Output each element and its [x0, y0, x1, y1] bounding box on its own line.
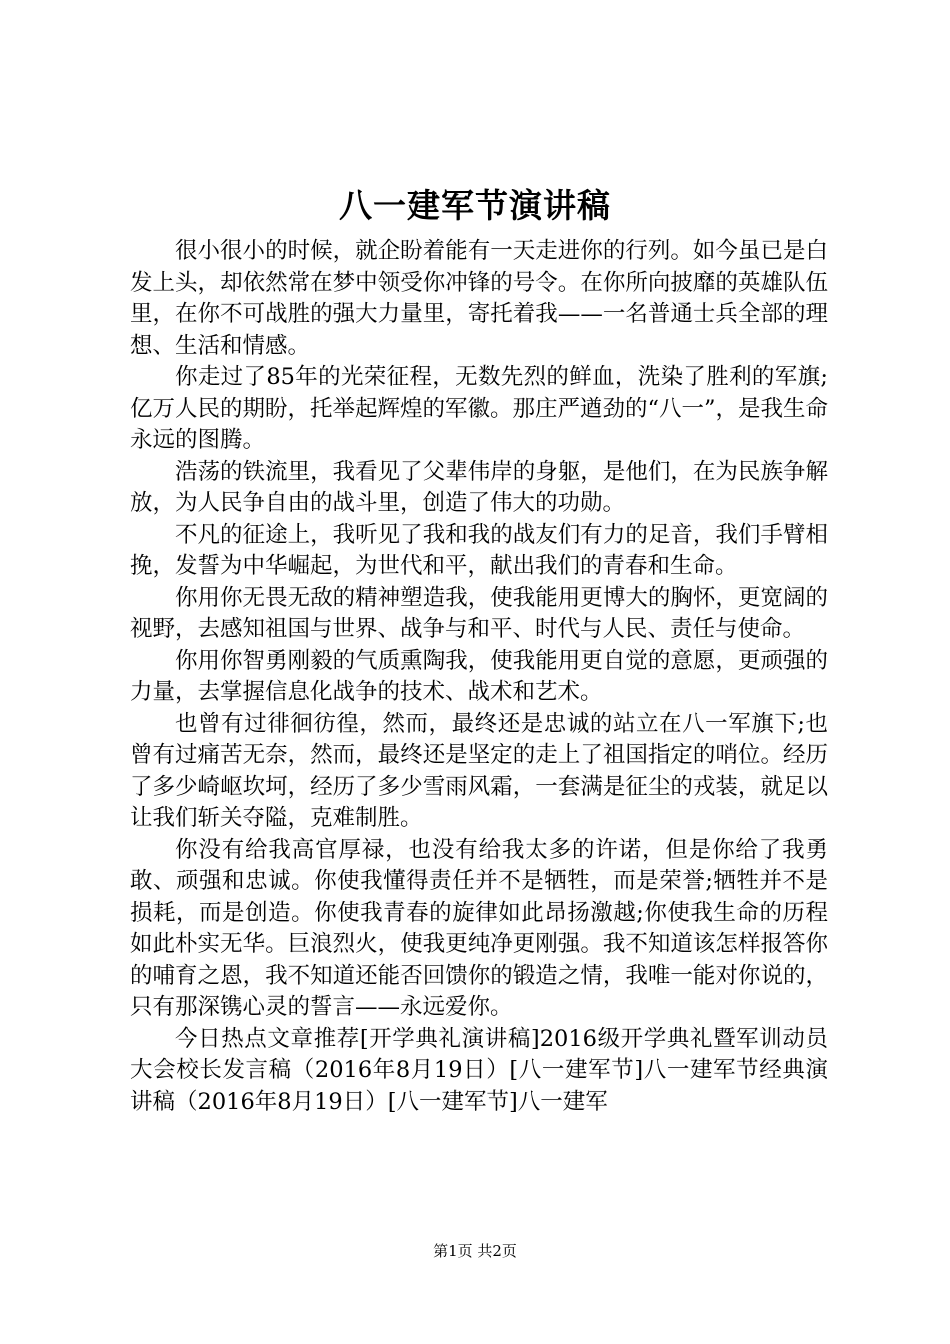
paragraph: 你用你无畏无敌的精神塑造我，使我能用更博大的胸怀，更宽阔的视野，去感知祖国与世界、战争与和平、时代与人民、责任与使命。 [130, 584, 828, 642]
paragraph: 你没有给我高官厚禄，也没有给我太多的许诺，但是你给了我勇敢、顽强和忠诚。你使我懂得责任并不是牺牲，而是荣誉;牺牲并不是损耗，而是创造。你使我青春的旋律如此昂扬激越;你使我生命的历程如此朴实无华。巨浪烈火，使我更纯净更刚强。我不知道该怎样报答你的哺育之恩，我不知道还能否回馈你的锻造之情，我唯一能对你说的，只有那深镌心灵的誓言——永远爱你。 [130, 836, 828, 1020]
paragraph: 你用你智勇刚毅的气质熏陶我，使我能用更自觉的意愿，更顽强的力量，去掌握信息化战争的技术、战术和艺术。 [130, 647, 828, 705]
paragraph: 也曾有过徘徊彷徨，然而，最终还是忠诚的站立在八一军旗下;也曾有过痛苦无奈，然而，最终还是坚定的走上了祖国指定的哨位。经历了多少崎岖坎坷，经历了多少雪雨风霜，一套满是征尘的戎装，就足以让我们斩关夺隘，克难制胜。 [130, 710, 828, 831]
document-body [130, 236, 828, 1118]
document-title: 八一建军节演讲稿 [339, 186, 611, 225]
paragraph: 浩荡的铁流里，我看见了父辈伟岸的身躯，是他们，在为民族争解放，为人民争自由的战斗里，创造了伟大的功勋。 [130, 458, 828, 516]
paragraph: 你走过了85年的光荣征程，无数先烈的鲜血，洗染了胜利的军旗;亿万人民的期盼，托举起辉煌的军徽。那庄严遒劲的“八一”，是我生命永远的图腾。 [130, 364, 829, 453]
page-number-footer: 第1页 共2页 [433, 1242, 517, 1260]
paragraph: 很小很小的时候，就企盼着能有一天走进你的行列。如今虽已是白发上头，却依然常在梦中领受你冲锋的号令。在你所向披靡的英雄队伍里，在你不可战胜的强大力量里，寄托着我——一名普通士兵全部的理想、生活和情感。 [130, 238, 828, 359]
paragraph: 今日热点文章推荐[开学典礼演讲稿]2016级开学典礼暨军训动员大会校长发言稿（2016年8月19日）[八一建军节]八一建军节经典演讲稿（2016年8月19日）[八一建军节]八一建军 [130, 1025, 828, 1115]
paragraph: 不凡的征途上，我听见了我和我的战友们有力的足音，我们手臂相挽，发誓为中华崛起，为世代和平，献出我们的青春和生命。 [130, 521, 828, 579]
